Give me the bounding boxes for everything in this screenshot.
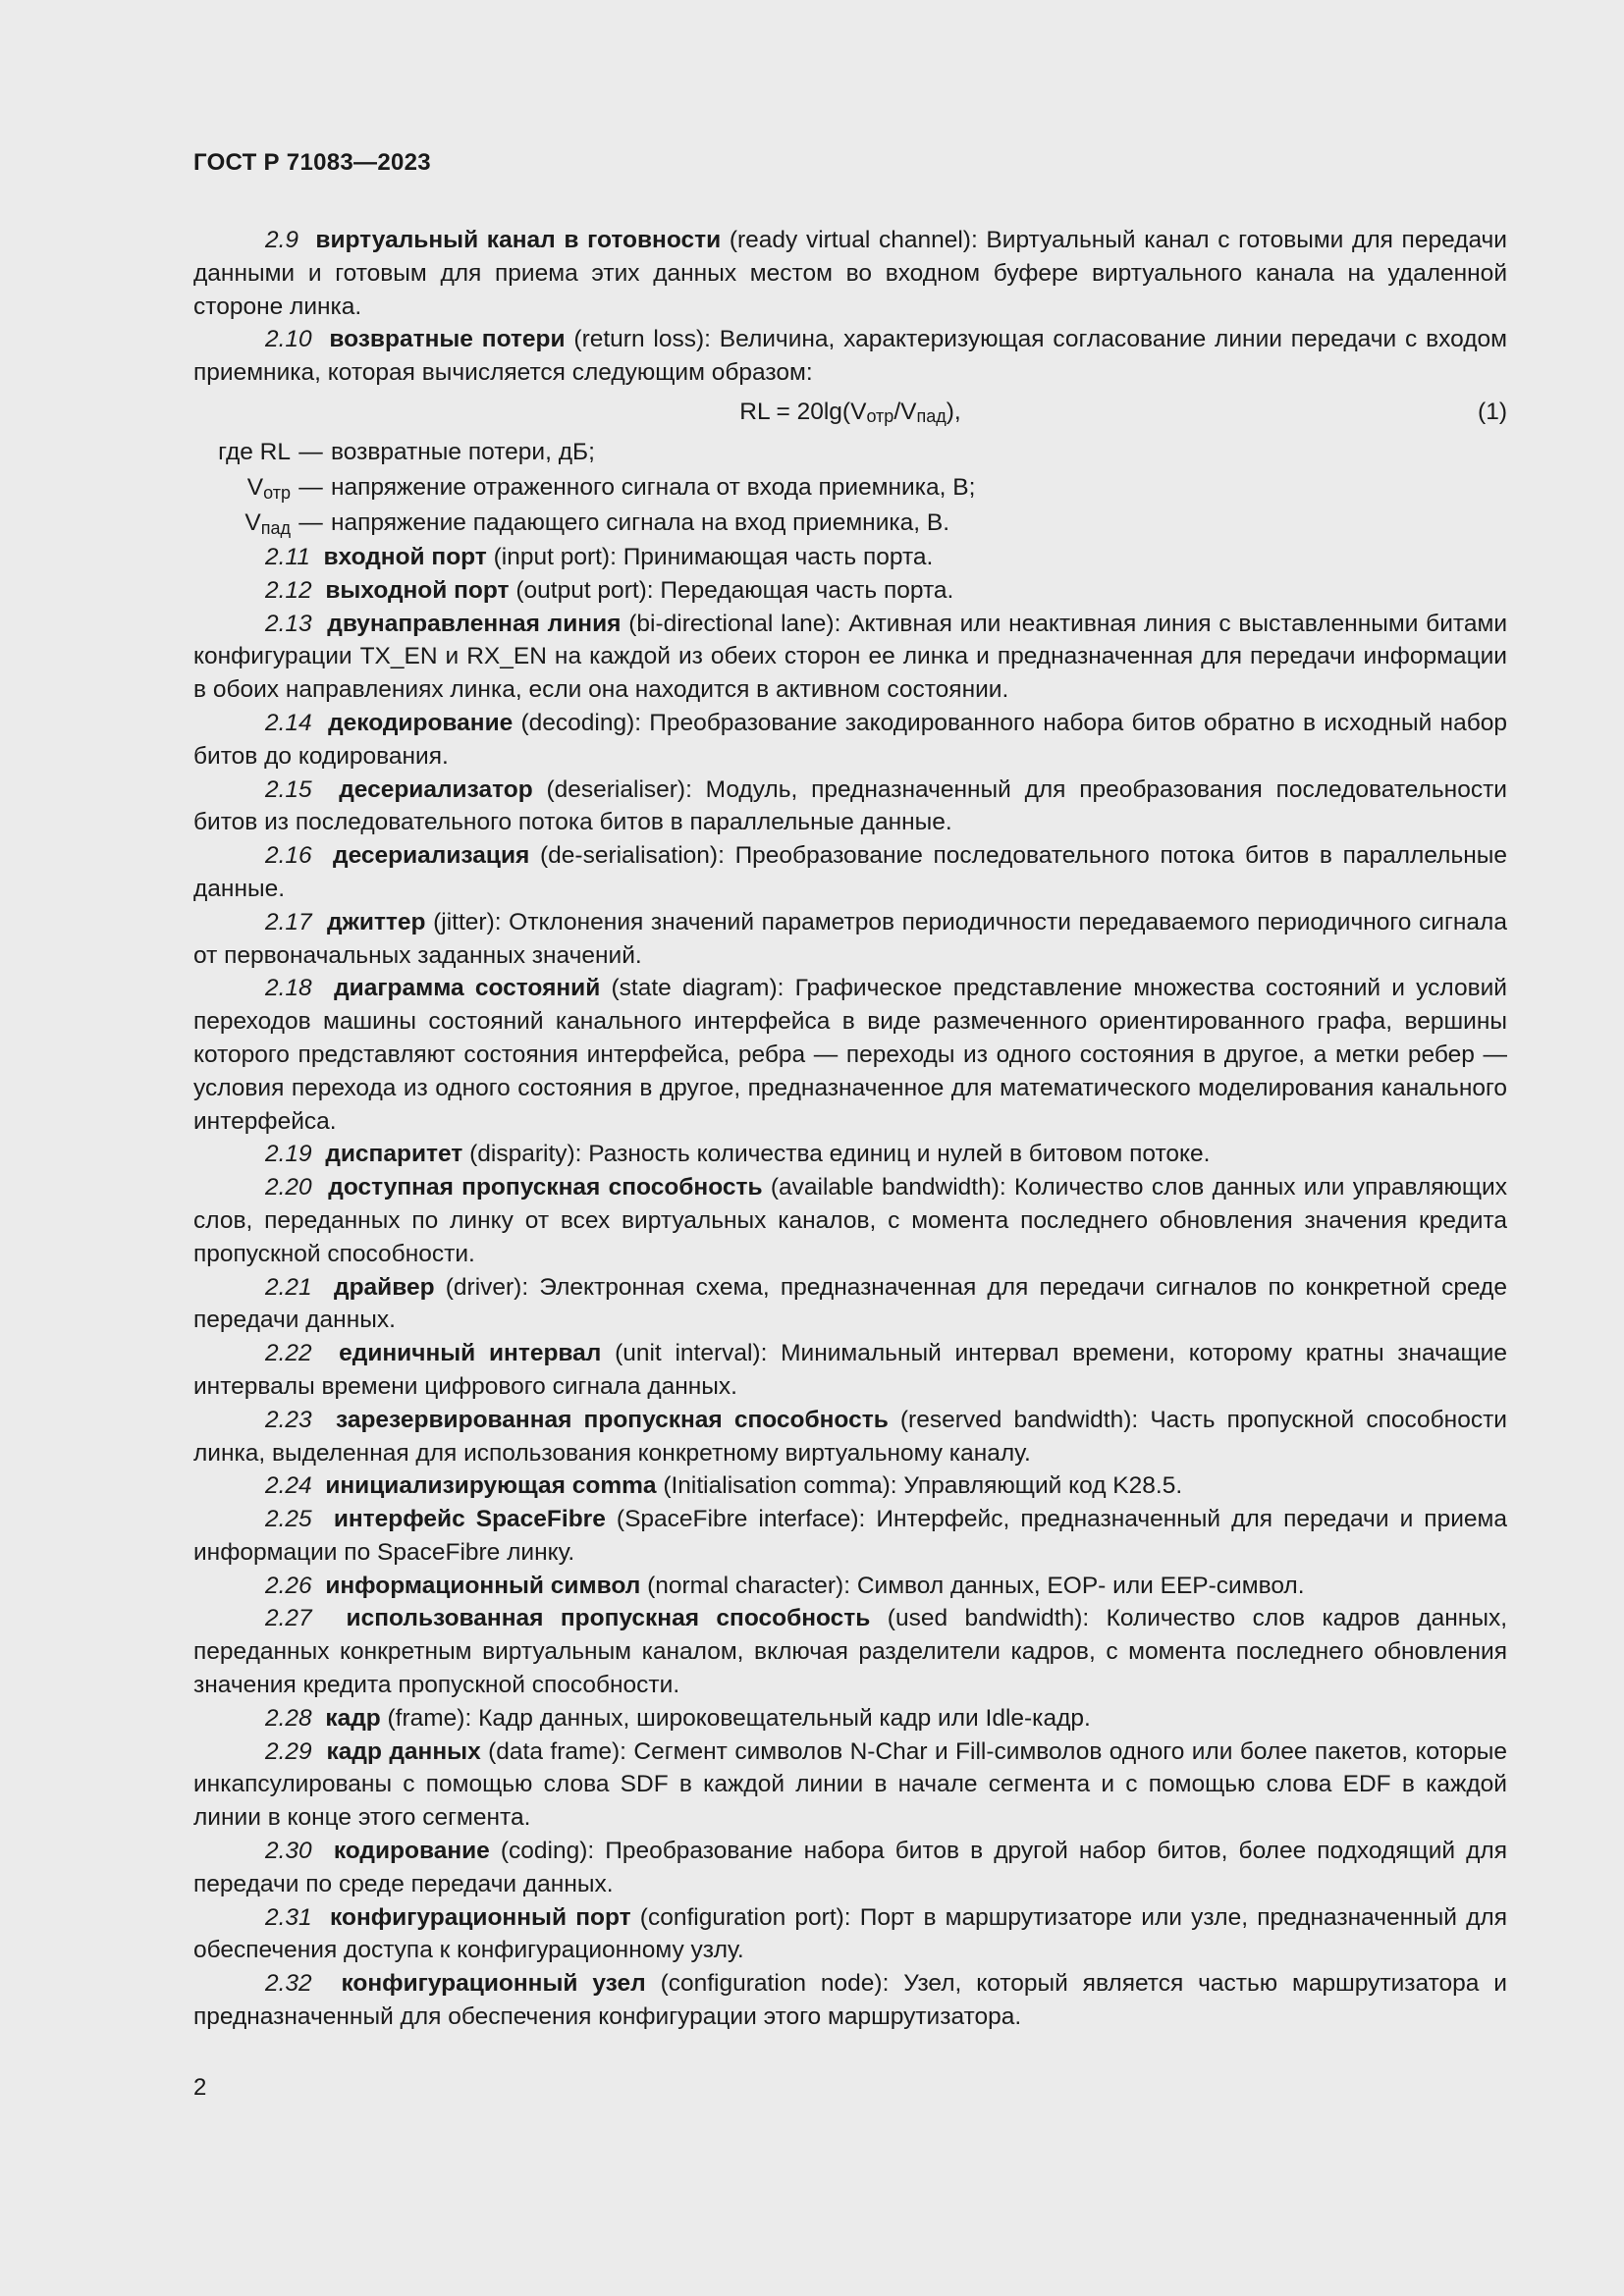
legend-symbol — [193, 470, 291, 506]
definition-entry — [193, 1271, 1507, 1338]
definition-entry — [193, 774, 1507, 840]
legend-prefix: где RL — [218, 438, 291, 465]
definition-entry — [193, 1967, 1507, 2034]
entry-text: (configuration port): Порт в маршрутизаторе или узле, предназначенный для обеспечения доступа к конфигурационному узлу. — [193, 1903, 1507, 1964]
formula-lhs: RL = 20lg(V — [739, 398, 867, 425]
definition-entry — [193, 972, 1507, 1138]
entry-text: (state diagram): Графическое представление множества состояний и условий переходов машины состояний канального интерфейса в виде размеченного ориентированного графа, вершины которого представляют состояния интерфейса, ребра — переходы из одного состояния в другое, а метки ребер — условия перехода из одного состояния в другое, предназначенное для математического моделирования канального интерфейса. — [193, 975, 1507, 1135]
entry-text: (reserved bandwidth): Часть пропускной способности линка, выделенная для использования конкретному виртуальному каналу. — [193, 1406, 1507, 1467]
entry-number: 2.32 — [265, 1970, 312, 1998]
entry-number: 2.31 — [265, 1903, 312, 1931]
formula-legend — [193, 435, 1507, 541]
definition-entry — [193, 1469, 1507, 1503]
entry-text: (deserialiser): Модуль, предназначенный для преобразования последовательности битов из последовательного потока битов в параллельные данные. — [193, 775, 1507, 836]
entry-term: декодирование — [328, 709, 514, 736]
entry-term: двунаправленная линия — [327, 610, 622, 637]
entry-text: (return loss): Величина, характеризующая согласование линии передачи с входом приемника, которая вычисляется следующим образом: — [193, 326, 1507, 387]
definition-entry — [193, 1702, 1507, 1735]
entry-number: 2.29 — [265, 1737, 312, 1765]
entry-number: 2.10 — [265, 326, 312, 353]
entry-number: 2.26 — [265, 1572, 312, 1599]
entry-text: (frame): Кадр данных, широковещательный кадр или Idle-кадр. — [380, 1704, 1091, 1732]
page-number: 2 — [193, 2074, 207, 2101]
entry-number: 2.22 — [265, 1340, 312, 1367]
entry-text: (data frame): Сегмент символов N-Char и Fill-символов одного или более пакетов, которые инкапсулированы с помощью слова SDF в каждой линии в начале сегмента и с помощью слова EDF в каждой линии в конце этого сегмента. — [193, 1737, 1507, 1832]
entry-number: 2.20 — [265, 1174, 312, 1201]
entry-number: 2.30 — [265, 1838, 312, 1865]
entry-number: 2.24 — [265, 1472, 312, 1500]
entry-text: (unit interval): Минимальный интервал времени, которому кратны значащие интервалы времени цифрового сигнала данных. — [193, 1340, 1507, 1400]
entry-number: 2.17 — [265, 908, 312, 935]
entry-term: кадр данных — [326, 1737, 481, 1765]
formula-mid: /V — [893, 398, 917, 425]
legend-dash: — — [298, 438, 323, 465]
entry-term: возвратные потери — [329, 326, 566, 353]
entry-term: кодирование — [333, 1838, 490, 1865]
entry-number: 2.15 — [265, 775, 312, 803]
legend-symbol-sub: пад — [260, 517, 291, 538]
definition-entry — [193, 224, 1507, 323]
document-header: ГОСТ Р 71083—2023 — [193, 149, 431, 176]
definitions-list-before — [193, 224, 1507, 390]
entry-text: (ready virtual channel): Виртуальный канал с готовыми для передачи данными и готовым для приема этих данных местом во входном буфере виртуального канала на удаленной стороне линка. — [193, 227, 1507, 320]
legend-symbol — [193, 506, 291, 541]
entry-text: (Initialisation comma): Управляющий код K28.5. — [656, 1472, 1183, 1500]
legend-row — [193, 470, 1507, 506]
legend-symbol — [193, 435, 291, 470]
entry-text: (configuration node): Узел, который является частью маршрутизатора и предназначенный для обеспечения конфигурации этого маршрутизатора. — [193, 1970, 1507, 2031]
formula-rhs: ), — [946, 398, 961, 425]
legend-symbol-sub: отр — [263, 482, 291, 503]
formula-sub-reflected: отр — [866, 405, 894, 426]
entry-number: 2.25 — [265, 1506, 312, 1533]
definition-entry — [193, 1901, 1507, 1968]
entry-term: использованная пропускная способность — [346, 1605, 871, 1632]
entry-number: 2.14 — [265, 709, 312, 736]
entry-text: (normal character): Символ данных, EOP- или EEP-символ. — [640, 1572, 1305, 1599]
entry-number: 2.16 — [265, 842, 312, 870]
definition-entry — [193, 1337, 1507, 1404]
entry-term: единичный интервал — [339, 1340, 602, 1367]
entry-text: (driver): Электронная схема, предназначенная для передачи сигналов по конкретной среде передачи данных. — [193, 1273, 1507, 1334]
legend-symbol-letter: V — [244, 508, 261, 536]
entry-term: джиттер — [326, 908, 426, 935]
definition-entry — [193, 1171, 1507, 1270]
entry-text: (SpaceFibre interface): Интерфейс, предназначенный для передачи и приема информации по SpaceFibre линку. — [193, 1506, 1507, 1566]
entry-text: (bi-directional lane): Активная или неактивная линия с выставленными битами конфигурации TX_EN и RX_EN на каждой из обеих сторон ее линка и предназначенная для передачи информации в обоих направлениях линка, если она находится в активном состоянии. — [193, 610, 1507, 704]
entry-number: 2.23 — [265, 1406, 312, 1433]
entry-number: 2.19 — [265, 1141, 312, 1168]
definition-entry — [193, 541, 1507, 574]
definition-entry — [193, 574, 1507, 608]
legend-symbol-letter: V — [246, 473, 264, 501]
entry-text: (output port): Передающая часть порта. — [509, 576, 954, 604]
entry-text: (jitter): Отклонения значений параметров периодичности передаваемого периодичного сигнала от первоначальных заданных значений. — [193, 908, 1507, 969]
definition-entry — [193, 1404, 1507, 1470]
entry-number: 2.27 — [265, 1605, 312, 1632]
entry-term: выходной порт — [325, 576, 510, 604]
entry-text: (used bandwidth): Количество слов кадров данных, переданных конкретным виртуальным каналом, включая разделители кадров, с момента последнего обновления значения кредита пропускной способности. — [193, 1605, 1507, 1699]
definition-entry — [193, 1735, 1507, 1835]
entry-term: диаграмма состояний — [334, 975, 601, 1002]
entry-text: (de-serialisation): Преобразование последовательного потока битов в параллельные данные. — [193, 842, 1507, 902]
legend-row — [193, 435, 1507, 470]
definition-entry — [193, 1602, 1507, 1701]
entry-term: зарезервированная пропускная способность — [335, 1406, 889, 1433]
entry-text: (decoding): Преобразование закодированного набора битов обратно в исходный набор битов до кодирования. — [193, 709, 1507, 770]
entry-text: (coding): Преобразование набора битов в другой набор битов, более подходящий для передачи по среде передачи данных. — [193, 1838, 1507, 1897]
entry-number: 2.18 — [265, 975, 312, 1002]
entry-text: (disparity): Разность количества единиц и нулей в битовом потоке. — [462, 1141, 1211, 1168]
formula-sub-incident: пад — [916, 405, 947, 426]
definition-entry — [193, 1503, 1507, 1570]
legend-text: напряжение падающего сигнала на вход приемника, В. — [331, 508, 950, 536]
definitions-list-after — [193, 541, 1507, 2034]
entry-text: (input port): Принимающая часть порта. — [486, 543, 934, 570]
definition-entry — [193, 1570, 1507, 1603]
entry-term: информационный символ — [325, 1572, 641, 1599]
entry-number: 2.28 — [265, 1704, 312, 1732]
definition-entry — [193, 906, 1507, 973]
entry-term: входной порт — [323, 543, 487, 570]
entry-number: 2.9 — [265, 227, 299, 253]
legend-dash: — — [298, 473, 323, 501]
entry-term: инициализирующая comma — [325, 1472, 657, 1500]
legend-text: возвратные потери, дБ; — [331, 438, 595, 465]
entry-term: десериализация — [333, 842, 530, 870]
entry-term: диспаритет — [325, 1141, 463, 1168]
legend-row — [193, 506, 1507, 541]
entry-text: (available bandwidth): Количество слов данных или управляющих слов, переданных по линку от всех виртуальных каналов, с момента последнего обновления значения кредита пропускной способности. — [193, 1174, 1507, 1267]
entry-number: 2.11 — [265, 543, 310, 570]
entry-number: 2.13 — [265, 610, 312, 637]
legend-text: напряжение отраженного сигнала от входа приемника, В; — [331, 473, 976, 501]
definition-entry — [193, 608, 1507, 707]
entry-term: интерфейс SpaceFibre — [333, 1506, 606, 1533]
formula — [193, 396, 1507, 429]
definition-entry — [193, 1138, 1507, 1171]
entry-number: 2.12 — [265, 576, 312, 604]
entry-term: конфигурационный порт — [330, 1903, 631, 1931]
definition-entry — [193, 707, 1507, 774]
document-body — [193, 224, 1507, 2034]
definition-entry — [193, 323, 1507, 390]
legend-dash: — — [298, 508, 323, 536]
entry-term: кадр — [325, 1704, 381, 1732]
equation-number: (1) — [1478, 398, 1507, 425]
entry-term: драйвер — [334, 1273, 435, 1301]
definition-entry — [193, 839, 1507, 906]
entry-number: 2.21 — [265, 1273, 312, 1301]
entry-term: доступная пропускная способность — [328, 1174, 763, 1201]
entry-term: виртуальный канал в готовности — [315, 227, 722, 253]
definition-entry — [193, 1835, 1507, 1901]
entry-term: конфигурационный узел — [341, 1970, 646, 1998]
entry-term: десериализатор — [339, 775, 533, 803]
formula-block — [193, 392, 1507, 435]
